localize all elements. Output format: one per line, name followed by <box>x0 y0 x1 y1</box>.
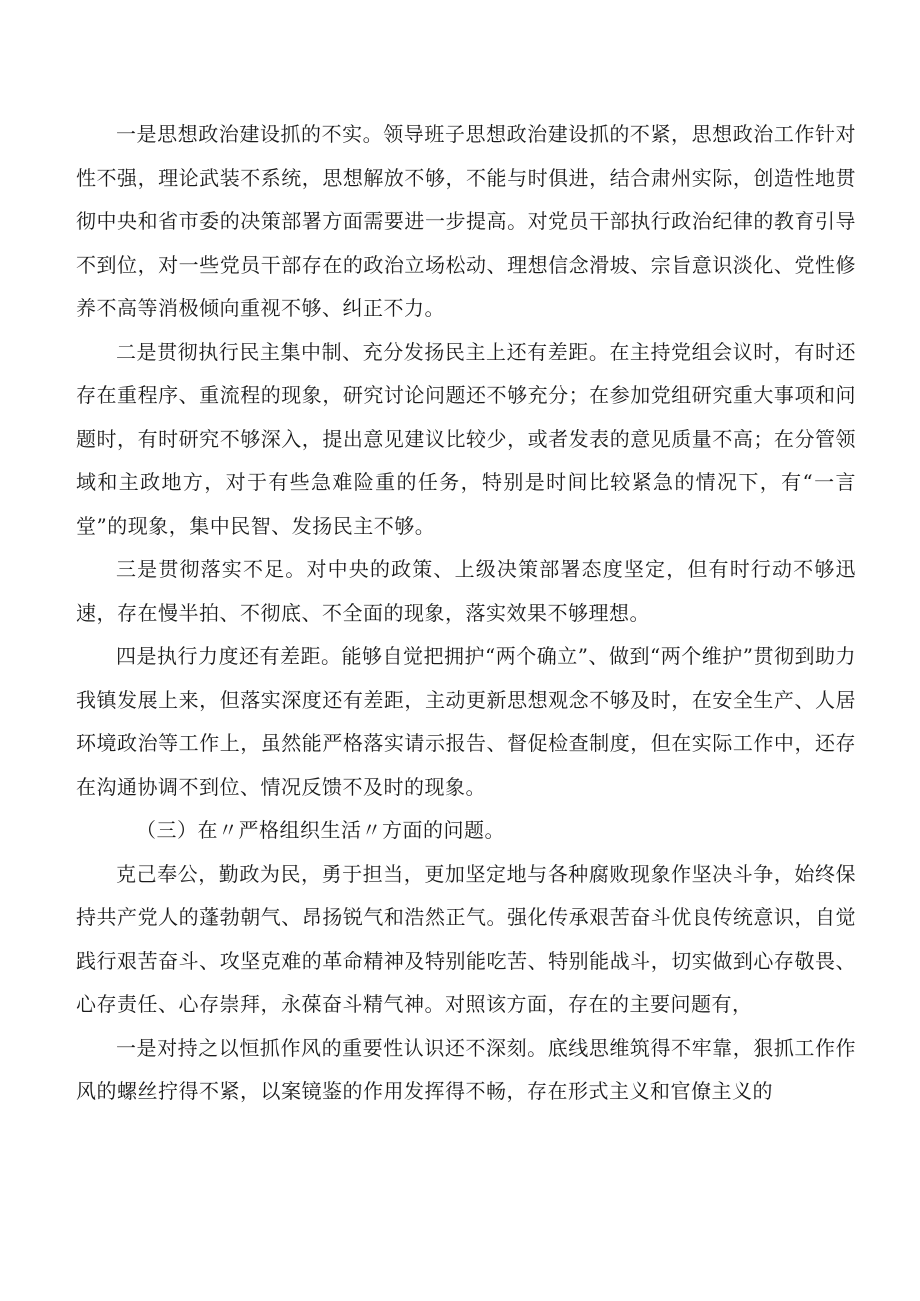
paragraph-democratic-centralism: 二是贯彻执行民主集中制、充分发扬民主上还有差距。在主持党组会议时，有时还存在重程序、重流程的现象，研究讨论问题还不够充分；在参加党组研究重大事项和问题时，有时研究不够深入，提出意见建议比较少，或者发表的意见质量不高；在分管领域和主政地方，对于有些急难险重的任务，特别是时间比较紧急的情况下，有“一言堂”的现象，集中民智、发扬民主不够。 <box>76 339 856 538</box>
paragraph-execution: 四是执行力度还有差距。能够自觉把拥护“两个确立”、做到“两个维护”贯彻到助力我镇发展上来，但落实深度还有差距，主动更新思想观念不够及时，在安全生产、人居环境政治等工作上，虽然能严格落实请示报告、督促检查制度，但在实际工作中，还存在沟通协调不到位、情况反馈不及时的现象。 <box>76 644 856 799</box>
document-body <box>76 113 856 1114</box>
paragraph-work-style: 一是对持之以恒抓作风的重要性认识还不深刻。底线思维筑得不牢靠，狠抓工作作风的螺丝拧得不紧，以案镜鉴的作用发挥得不畅，存在形式主义和官僚主义的 <box>76 1035 856 1103</box>
section-heading-organization-life: （三）在〃严格组织生活〃方面的问题。 <box>136 818 505 842</box>
paragraph-implementation: 三是贯彻落实不足。对中央的政策、上级决策部署态度坚定，但有时行动不够迅速，存在慢半拍、不彻底、不全面的现象，落实效果不够理想。 <box>76 557 856 625</box>
paragraph-integrity: 克己奉公，勤政为民，勇于担当，更加坚定地与各种腐败现象作坚决斗争，始终保持共产党人的蓬勃朝气、昂扬锐气和浩然正气。强化传承艰苦奋斗优良传统意识，自觉践行艰苦奋斗、攻坚克难的革命精神及特别能吃苦、特别能战斗，切实做到心存敬畏、心存责任、心存崇拜，永葆奋斗精气神。对照该方面，存在的主要问题有， <box>76 861 856 1016</box>
paragraph-political-building: 一是思想政治建设抓的不实。领导班子思想政治建设抓的不紧，思想政治工作针对性不强，理论武装不系统，思想解放不够，不能与时俱进，结合肃州实际，创造性地贯彻中央和省市委的决策部署方面需要进一步提高。对党员干部执行政治纪律的教育引导不到位，对一些党员干部存在的政治立场松动、理想信念滑坡、宗旨意识淡化、党性修养不高等消极倾向重视不够、纠正不力。 <box>76 122 856 320</box>
